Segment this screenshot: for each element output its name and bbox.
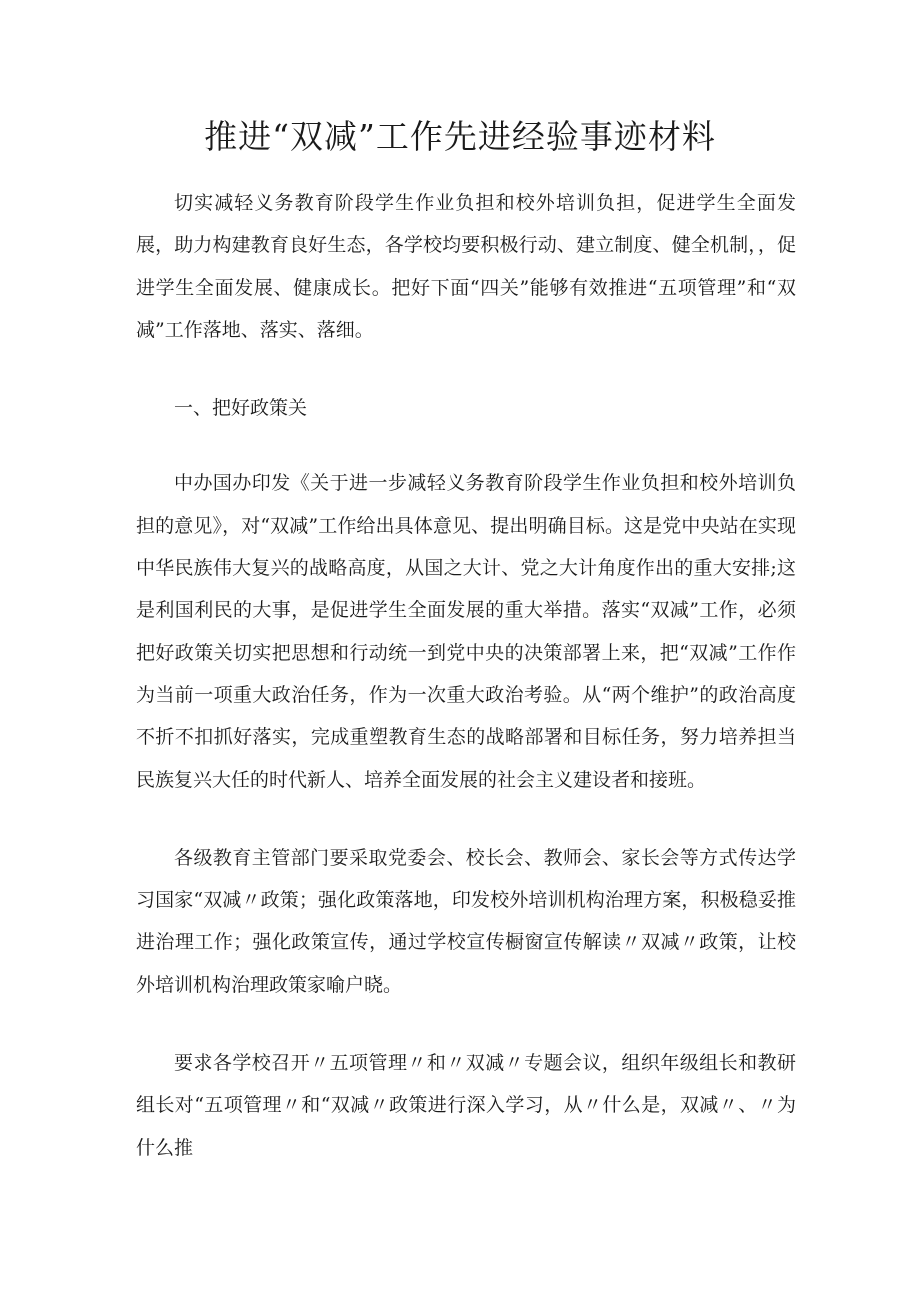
section-heading-policy: 一、把好政策关 [174, 397, 308, 420]
paragraph-intro: 切实减轻义务教育阶段学生作业负担和校外培训负担，促进学生全面发展，助力构建教育良好生态，各学校均要积极行动、建立制度、健全机制，，促进学生全面发展、健康成长。把好下面“四关”能够有效推进“五项管理”和“双减”工作落地、落实、落细。 [136, 192, 796, 341]
paragraph-school-meetings: 要求各学校召开〃五项管理〃和〃双减〃专题会议，组织年级组长和教研组长对“五项管理〃和“双减〃政策进行深入学习，从〃什么是，双减〃、〃为什么推 [136, 1052, 796, 1159]
paragraph-education-departments: 各级教育主管部门要采取党委会、校长会、教师会、家长会等方式传达学习国家“双减〃政策；强化政策落地，印发校外培训机构治理方案，积极稳妥推进治理工作；强化政策宣传，通过学校宣传橱窗宣传解读〃双减〃政策，让校外培训机构治理政策家喻户晓。 [136, 846, 796, 996]
paragraph-policy-document: 中办国办印发《关于进一步减轻义务教育阶段学生作业负担和校外培训负担的意见》，对“双减”工作给出具体意见、提出明确目标。这是党中央站在实现中华民族伟大复兴的战略高度，从国之大计、党之大计角度作出的重大安排;这是利国利民的大事，是促进学生全面发展的重大举措。落实“双减”工作，必须把好政策关切实把思想和行动统一到党中央的决策部署上来，把“双减”工作作为当前一项重大政治任务，作为一次重大政治考验。从“两个维护”的政治高度不折不扣抓好落实，完成重塑教育生态的战略部署和目标任务，努力培养担当民族复兴大任的时代新人、培养全面发展的社会主义建设者和接班。 [136, 472, 796, 791]
document-title: 推进“双减”工作先进经验事迹材料 [204, 117, 716, 156]
document-body [136, 182, 796, 1205]
